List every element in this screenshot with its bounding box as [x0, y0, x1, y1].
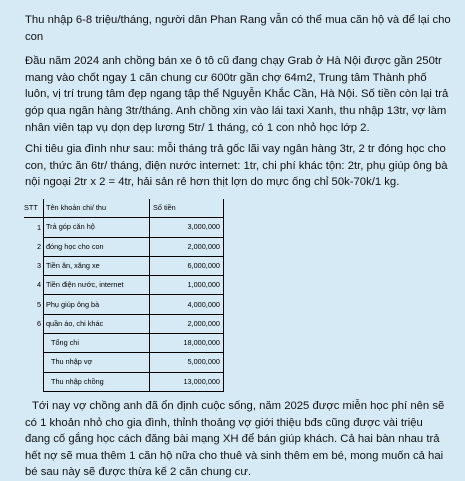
table-total-row — [24, 372, 224, 391]
table-row — [24, 314, 224, 333]
table-row — [24, 295, 224, 314]
expense-table — [24, 199, 224, 392]
row-item: đóng học cho con — [44, 237, 150, 256]
outro-paragraph: Tới nay vợ chồng anh đã ổn định cuộc sống, năm 2025 được miễn học phí nên sẽ có 1 khoản nhỏ cho gia đình, thỉnh thoảng vợ giới thiệu bđs cũng được vài triệu đang cố gắng học cách đăng bài mạng XH để bán giúp khách. Cả hai bàn nhau trả hết nợ sẽ mua thêm 1 căn hộ nữa cho thuê và sinh thêm em bé, mong muốn cả hai bé sau này sẽ được thừa kế 2 căn chung cư. — [25, 399, 445, 479]
row-amount: 2,000,000 — [150, 237, 224, 256]
row-stt: 3 — [36, 260, 41, 270]
story-paragraph: Đầu năm 2024 anh chồng bán xe ô tô cũ đang chạy Grab ở Hà Nội được gần 250tr mang vào chốt ngay 1 căn chung cư 600tr gần chợ 64m2, Trung tâm Thành phố luôn, vị trí trung tâm đẹp ngang tập thể Nguyễn Khắc Cần, Hà Nội. Số tiền còn lại trả góp qua ngân hàng 3tr/tháng. Anh chồng xin vào lái taxi Xanh, thu nhập 13tr, vợ làm nhân viên tạp vụ dọn dẹp lương 5tr/ 1 tháng, có 1 con nhỏ học lớp 2. — [25, 55, 449, 134]
total-amount: 13,000,000 — [150, 372, 224, 391]
row-amount: 6,000,000 — [150, 256, 224, 275]
total-label: Thu nhập vợ — [44, 353, 150, 372]
table-total-row — [24, 334, 224, 353]
intro-paragraph: Thu nhập 6-8 triệu/tháng, người dân Phan Rang vẫn có thể mua căn hộ và để lại cho con — [25, 14, 451, 43]
table-header-row — [24, 199, 224, 218]
row-amount: 2,000,000 — [150, 314, 224, 333]
expense-table-container — [24, 199, 451, 392]
row-amount: 3,000,000 — [150, 218, 224, 237]
row-item: Tiền ăn, xăng xe — [44, 256, 150, 275]
expenses-paragraph: Chi tiêu gia đình như sau: mỗi tháng trả gốc lãi vay ngân hàng 3tr, 2 tr đóng học cho con, thức ăn 6tr/ tháng, điện nước internet: 1tr, chi phí khác tộn: 2tr, phụ giúp ông bà nội ngoại 2tr x 2 = 4tr, hải sản rẻ hơn thịt lợn do mực ống chỉ 50k-70k/1 kg. — [25, 143, 448, 189]
table-row — [24, 256, 224, 275]
row-stt: 4 — [36, 280, 41, 290]
row-item: quần áo, chi khác — [44, 314, 150, 333]
total-label: Thu nhập chồng — [44, 372, 150, 391]
row-stt: 1 — [36, 222, 41, 232]
total-label: Tổng chi — [44, 334, 150, 353]
total-amount: 18,000,000 — [150, 334, 224, 353]
table-row — [24, 218, 224, 237]
row-item: Tiền điện nước, internet — [44, 276, 150, 295]
header-amount: Số tiền — [150, 199, 224, 218]
row-item: Phụ giúp ông bà — [44, 295, 150, 314]
table-row — [24, 276, 224, 295]
header-stt: STT — [24, 199, 44, 218]
row-amount: 4,000,000 — [150, 295, 224, 314]
header-item: Tên khoản chi/ thu — [44, 199, 150, 218]
row-stt: 5 — [36, 299, 41, 309]
row-item: Trả góp căn hộ — [44, 218, 150, 237]
total-amount: 5,000,000 — [150, 353, 224, 372]
row-stt: 6 — [36, 318, 41, 328]
table-total-row — [24, 353, 224, 372]
table-row — [24, 237, 224, 256]
row-stt: 2 — [36, 241, 41, 251]
row-amount: 1,000,000 — [150, 276, 224, 295]
